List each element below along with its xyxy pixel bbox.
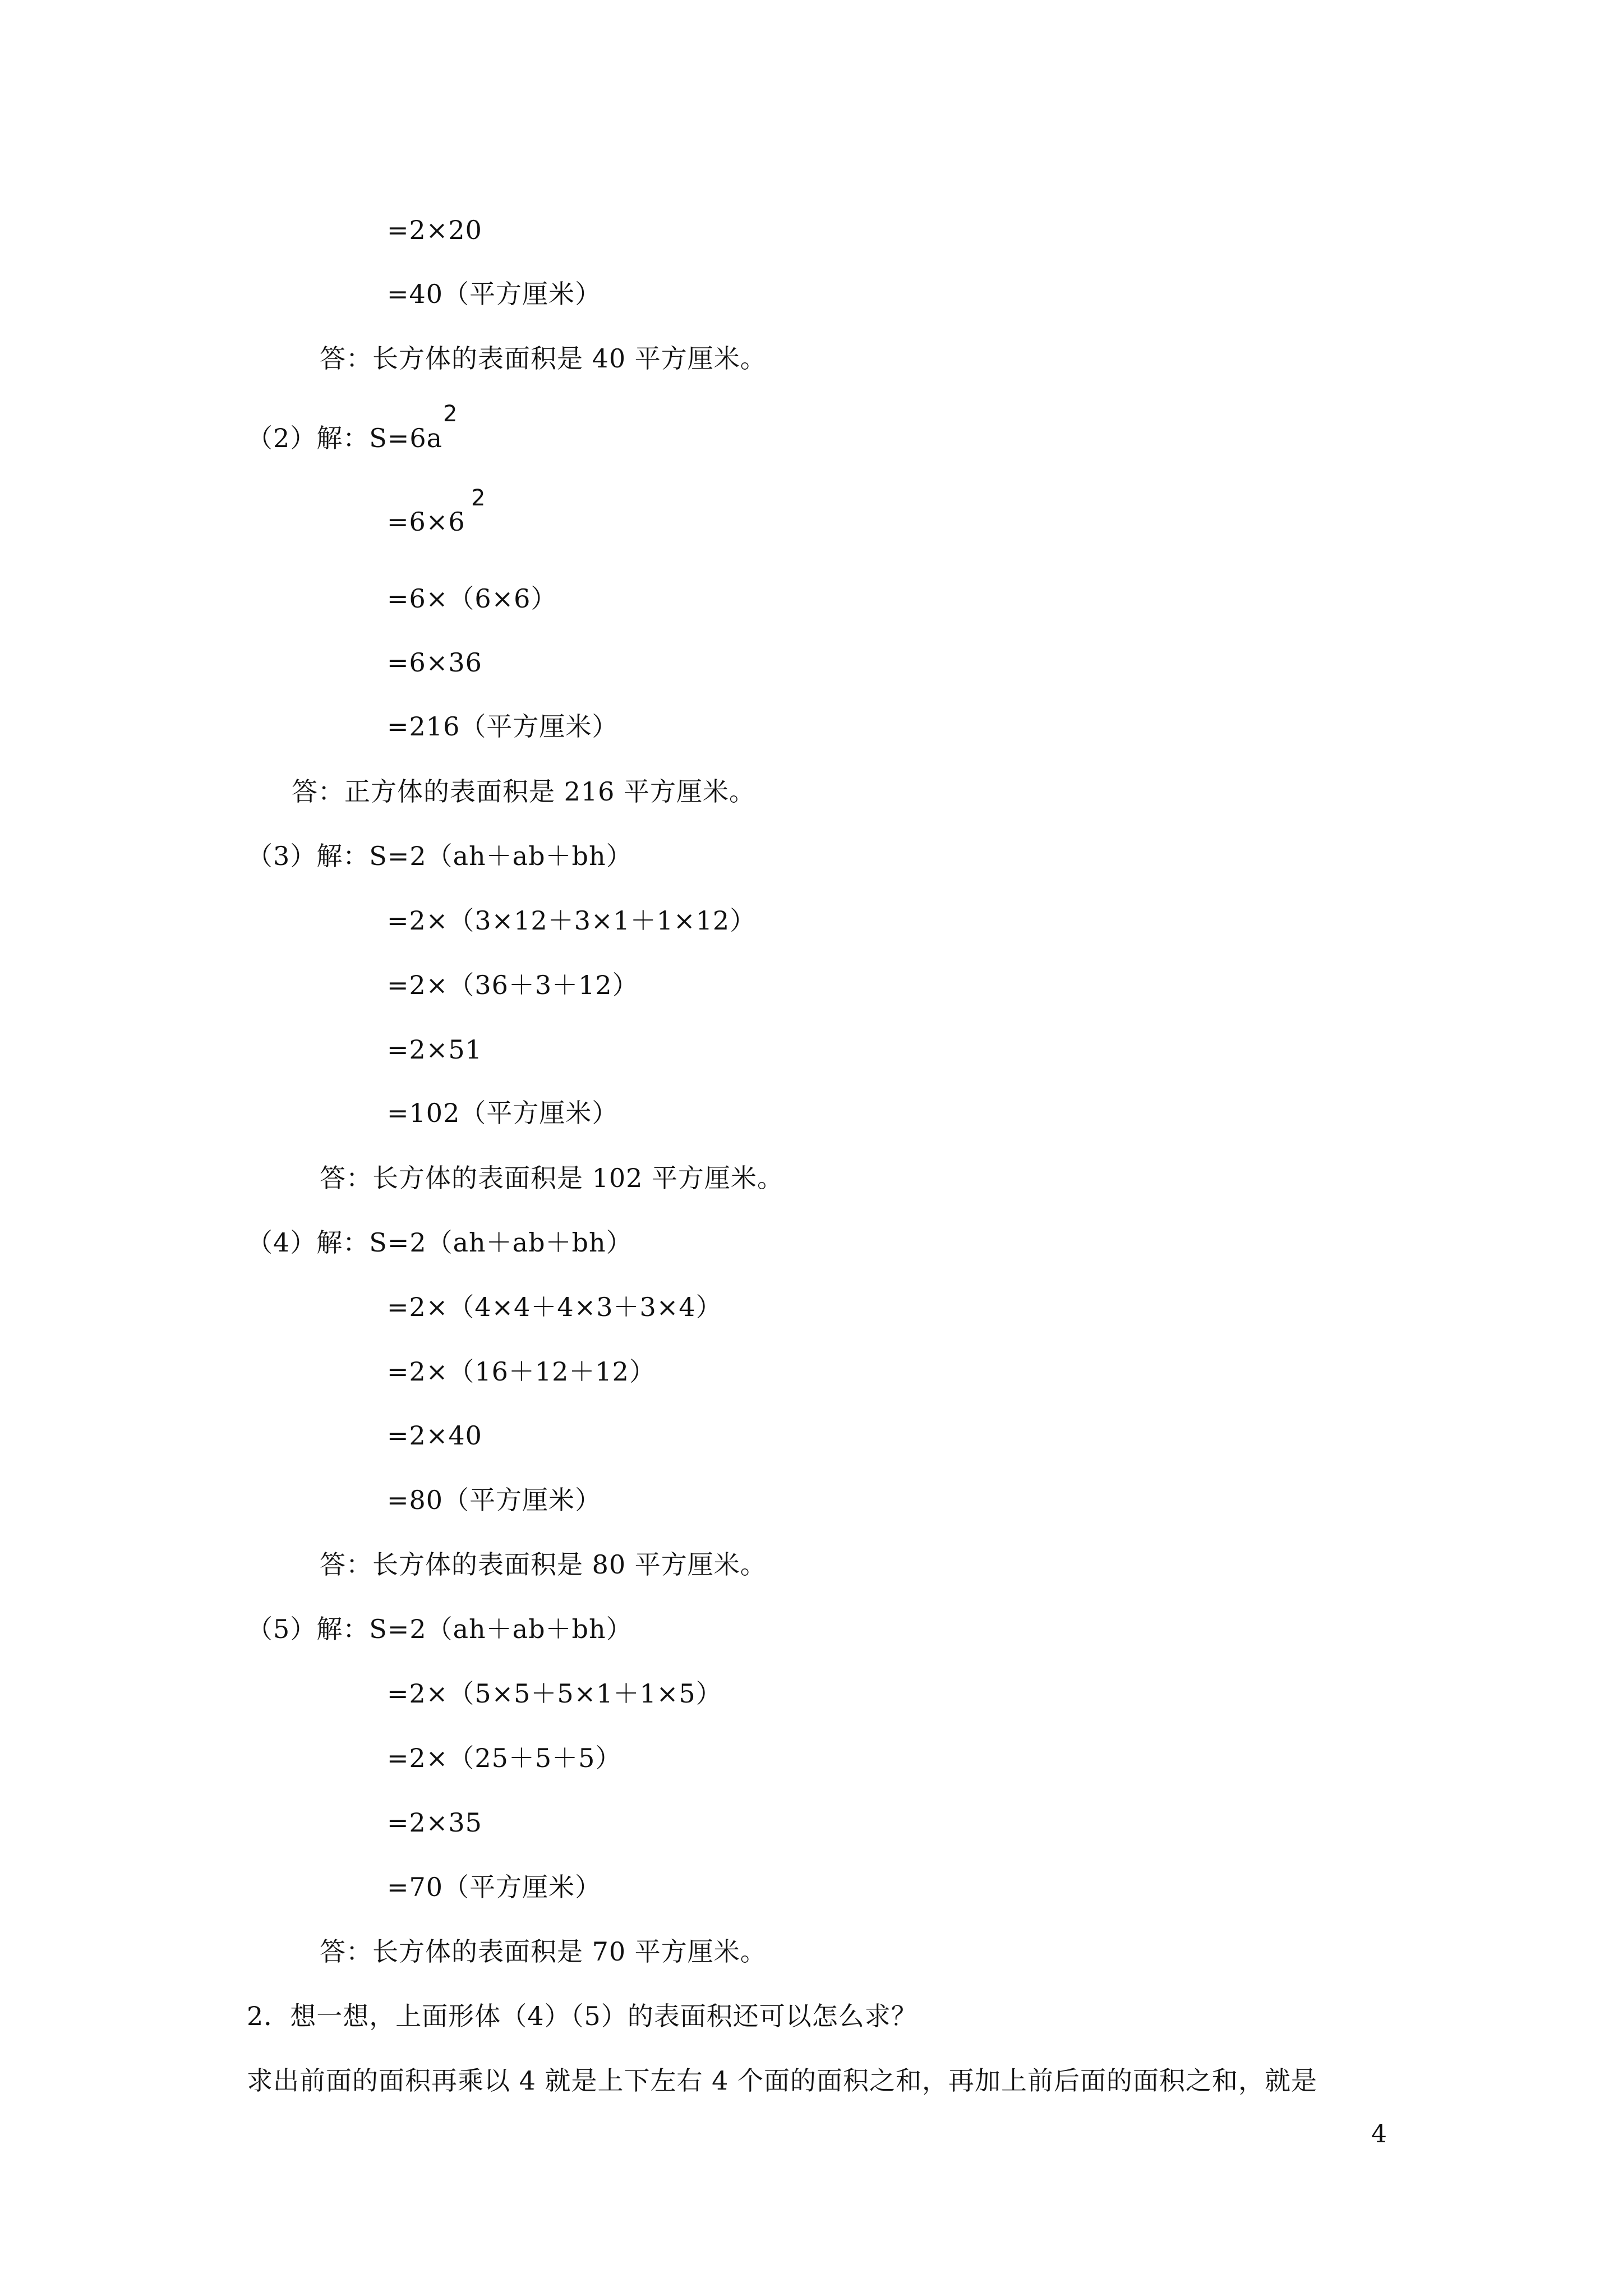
- calc-step-3-line-1: =2×（3×12＋3×1＋1×12）: [387, 905, 757, 936]
- explanation-paragraph: 求出前面的面积再乘以 4 就是上下左右 4 个面的面积之和，再加上前后面的面积之和，就是: [247, 2065, 1318, 2096]
- calc-step-4-line-1: =2×（4×4＋4×3＋3×4）: [387, 1292, 722, 1322]
- exponent-superscript: 2: [443, 401, 458, 427]
- calc-step-3-line-3: =2×51: [387, 1034, 482, 1065]
- answer-4: 答：长方体的表面积是 80 平方厘米。: [320, 1549, 767, 1580]
- calc-step-2-line-2: =6×（6×6）: [387, 583, 557, 614]
- calc-step-5-line-4: =70（平方厘米）: [387, 1872, 602, 1902]
- answer-5: 答：长方体的表面积是 70 平方厘米。: [320, 1936, 767, 1967]
- calc-step-2-line-3: =6×36: [387, 647, 482, 678]
- answer-3: 答：长方体的表面积是 102 平方厘米。: [320, 1163, 784, 1193]
- question-2: 2．想一想，上面形体（4）（5）的表面积还可以怎么求？: [247, 2001, 917, 2031]
- calc-step-3-line-4: =102（平方厘米）: [387, 1098, 619, 1128]
- calc-step-2-line-4: =216（平方厘米）: [387, 711, 619, 742]
- calc-step-2-line-1: =6×6: [387, 507, 465, 537]
- calc-step-5-line-3: =2×35: [387, 1807, 482, 1838]
- problem-5-heading: （5）解：S=2（ah＋ab＋bh）: [247, 1614, 633, 1644]
- problem-2-heading: （2）解：S=6a: [247, 423, 443, 453]
- calc-step-5-line-1: =2×（5×5＋5×1＋1×5）: [387, 1678, 722, 1709]
- calc-step-1-line-2: =40（平方厘米）: [387, 279, 602, 309]
- problem-3-heading: （3）解：S=2（ah＋ab＋bh）: [247, 841, 633, 871]
- calc-step-4-line-2: =2×（16＋12＋12）: [387, 1356, 656, 1387]
- calc-step-4-line-3: =2×40: [387, 1420, 482, 1451]
- calc-step-1-line-1: =2×20: [387, 215, 482, 245]
- exponent-superscript: 2: [471, 485, 486, 511]
- problem-4-heading: （4）解：S=2（ah＋ab＋bh）: [247, 1227, 633, 1258]
- answer-2: 答：正方体的表面积是 216 平方厘米。: [292, 776, 756, 807]
- calc-step-3-line-2: =2×（36＋3＋12）: [387, 970, 639, 1000]
- calc-step-5-line-2: =2×（25＋5＋5）: [387, 1743, 622, 1773]
- calc-step-4-line-4: =80（平方厘米）: [387, 1485, 602, 1515]
- page-number: 4: [1371, 2120, 1387, 2148]
- answer-1: 答：长方体的表面积是 40 平方厘米。: [320, 343, 767, 374]
